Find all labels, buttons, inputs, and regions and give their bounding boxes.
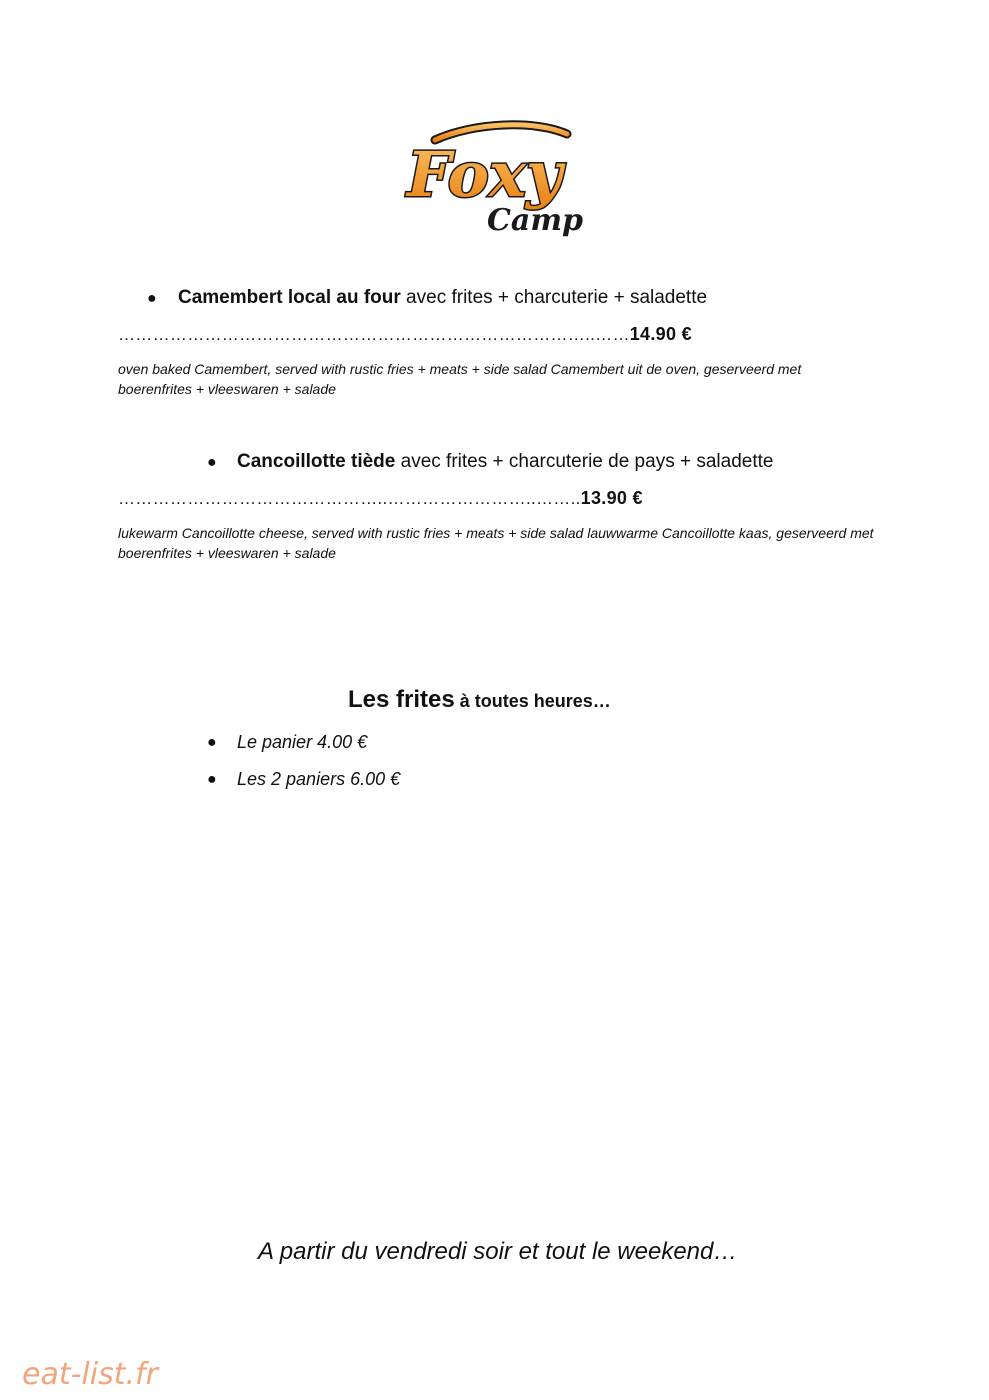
price-line xyxy=(118,486,643,511)
foxy-camp-logo xyxy=(395,112,585,242)
item-description: oven baked Camembert, served with rustic fries + meats + side salad Camembert uit de oven, geserveerd met boerenfrites + vleeswaren + salade xyxy=(118,361,802,397)
menu-item-1 xyxy=(178,286,707,310)
section-title-sub: à toutes heures… xyxy=(454,691,611,711)
item-name: Camembert local au four xyxy=(178,287,401,308)
item-price: 13.90 € xyxy=(580,488,643,508)
item-name: Cancoillotte tiède xyxy=(237,451,396,472)
section-title-frites xyxy=(348,686,611,714)
leader-dots: ………………………………………..……………………..…….. xyxy=(118,489,581,508)
section-title-main: Les frites xyxy=(348,686,455,713)
frites-item: Le panier 4.00 € xyxy=(237,732,368,752)
item-details: avec frites + charcuterie + saladette xyxy=(400,287,708,308)
item-details: avec frites + charcuterie de pays + saladette xyxy=(395,451,774,472)
leader-dots: ………………………………………………………………………..…… xyxy=(118,325,630,344)
bullet-icon: ● xyxy=(207,454,217,471)
watermark: eat-list.fr xyxy=(22,1357,158,1392)
menu-item-2 xyxy=(237,450,773,474)
bullet-icon: ● xyxy=(207,734,217,751)
footer-note: A partir du vendredi soir et tout le weekend… xyxy=(258,1238,738,1265)
item-price: 14.90 € xyxy=(629,324,692,344)
bullet-icon: ● xyxy=(147,290,157,307)
item-description: lukewarm Cancoillotte cheese, served with rustic fries + meats + side salad lauwwarme Cancoillotte kaas, geserveerd met boerenfrites + vleeswaren + salade xyxy=(118,525,874,561)
svg-text:Camp: Camp xyxy=(487,203,584,238)
svg-text:Foxy: Foxy xyxy=(407,138,562,211)
bullet-icon: ● xyxy=(207,771,217,788)
price-line xyxy=(118,322,692,347)
frites-item: Les 2 paniers 6.00 € xyxy=(237,769,401,789)
